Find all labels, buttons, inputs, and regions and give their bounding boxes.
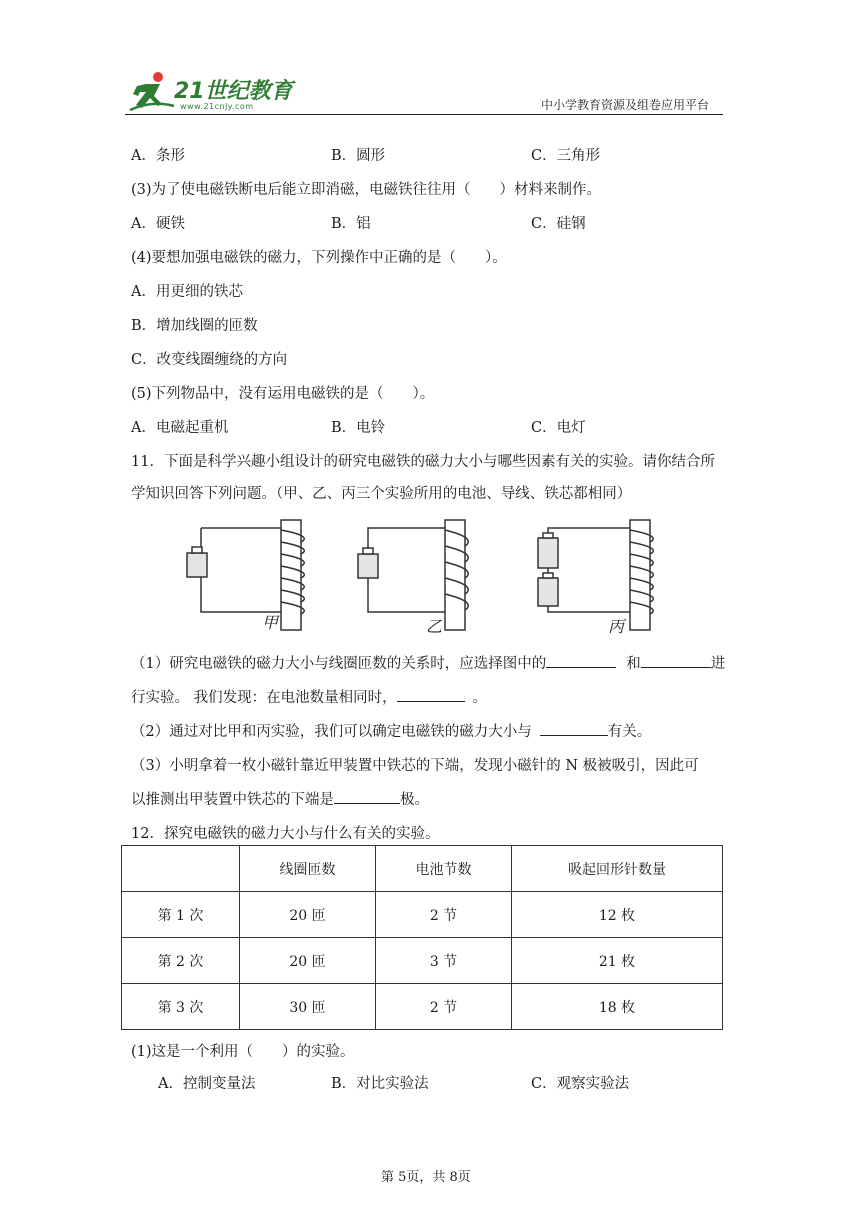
q11-stem-line1: 11．下面是科学兴趣小组设计的研究电磁铁的磁力大小与哪些因素有关的实验。请你结合所 xyxy=(131,454,715,470)
q10-p5-option-b: B．电铃 xyxy=(331,420,386,436)
q11-stem-line2: 学知识回答下列问题。（甲、乙、丙三个实验所用的电池、导线、铁芯都相同） xyxy=(131,486,632,502)
q10-p3-option-c: C．硅钢 xyxy=(531,216,586,232)
header-divider xyxy=(125,114,723,115)
q10-p5-option-a: A．电磁起重机 xyxy=(131,420,229,436)
q12-p1-option-c: C．观察实验法 xyxy=(531,1076,630,1092)
q11-p2-line xyxy=(131,720,651,741)
q11-p2-blank[interactable] xyxy=(540,721,608,736)
circuit-jia xyxy=(187,520,304,630)
table-cell: 20 匝 xyxy=(240,938,376,984)
figure-label-jia: 甲 xyxy=(262,613,279,632)
q12-p1-stem: (1)这是一个利用（ ）的实验。 xyxy=(131,1044,355,1060)
q11-p3-line2 xyxy=(131,788,429,809)
table-cell: 30 匝 xyxy=(240,984,376,1030)
q10-p5-stem: (5)下列物品中，没有运用电磁铁的是（ ）。 xyxy=(131,386,435,402)
q10-p4-option-b: B．增加线圈的匝数 xyxy=(131,318,258,334)
q10-p2-option-c: C．三角形 xyxy=(531,148,601,164)
q10-p4-option-c: C．改变线圈缠绕的方向 xyxy=(131,352,288,368)
q11-p3-line1: （3）小明拿着一枚小磁针靠近甲装置中铁芯的下端，发现小磁针的 N 极被吸引，因此可 xyxy=(131,758,699,774)
table-cell: 第 2 次 xyxy=(122,938,240,984)
q10-p2-option-a: A．条形 xyxy=(131,148,185,164)
q11-p1-line1 xyxy=(131,652,725,673)
table-header-cell: 吸起回形针数量 xyxy=(512,846,723,892)
q10-p5-option-c: C．电灯 xyxy=(531,420,586,436)
runner-logo-icon xyxy=(128,70,176,114)
table-cell: 第 3 次 xyxy=(122,984,240,1030)
table-row xyxy=(122,984,723,1030)
table-header-cell xyxy=(122,846,240,892)
q11-p1-text-a: （1）研究电磁铁的磁力大小与线圈匝数的关系时，应选择图中的 xyxy=(131,656,547,672)
q11-p1-text-e: 。 xyxy=(472,690,488,706)
q11-p1-text-b: 和 xyxy=(626,656,641,672)
q11-p2-text-b: 有关。 xyxy=(607,724,652,740)
q11-p1-blank-1[interactable] xyxy=(546,653,616,668)
q10-p2-option-b: B．圆形 xyxy=(331,148,386,164)
figure-label-yi: 乙 xyxy=(426,617,443,636)
q11-p1-blank-2[interactable] xyxy=(641,653,711,668)
page-number: 第 5页，共 8页 xyxy=(381,1170,471,1185)
table-header-cell: 电池节数 xyxy=(376,846,512,892)
experiment-table xyxy=(121,845,723,1030)
platform-name: 中小学教育资源及组卷应用平台 xyxy=(541,98,710,112)
table-row xyxy=(122,892,723,938)
table-cell: 第 1 次 xyxy=(122,892,240,938)
table-cell: 12 枚 xyxy=(512,892,723,938)
logo-text: 21世纪教育 xyxy=(174,79,293,104)
q11-p2-text-a: （2）通过对比甲和丙实验，我们可以确定电磁铁的磁力大小与 xyxy=(131,724,532,740)
q11-p1-text-c: 进 xyxy=(710,656,726,672)
table-cell: 3 节 xyxy=(376,938,512,984)
site-logo xyxy=(128,70,298,118)
circuit-yi xyxy=(358,520,468,630)
q10-p3-option-b: B．铝 xyxy=(331,216,371,232)
logo-url: www.21cnjy.com xyxy=(180,102,254,111)
table-cell: 20 匝 xyxy=(240,892,376,938)
table-cell: 18 枚 xyxy=(512,984,723,1030)
q12-p1-option-a: A．控制变量法 xyxy=(158,1076,256,1092)
q12-stem: 12．探究电磁铁的磁力大小与什么有关的实验。 xyxy=(131,826,440,842)
table-header-row xyxy=(122,846,723,892)
electromagnet-circuit-figure xyxy=(180,516,660,636)
circuit-bing xyxy=(538,520,653,630)
q11-p3-text-a: 以推测出甲装置中铁芯的下端是 xyxy=(131,792,334,808)
table-row xyxy=(122,938,723,984)
q11-p1-text-d: 行实验。 我们发现：在电池数量相同时， xyxy=(131,690,397,706)
q11-p3-blank[interactable] xyxy=(334,789,400,804)
table-header-cell: 线圈匝数 xyxy=(240,846,376,892)
q11-p3-text-b: 极。 xyxy=(400,792,429,808)
q10-p3-stem: (3)为了使电磁铁断电后能立即消磁，电磁铁往往用（ ）材料来制作。 xyxy=(131,182,602,198)
table-cell: 2 节 xyxy=(376,984,512,1030)
q12-p1-option-b: B．对比实验法 xyxy=(331,1076,429,1092)
q10-p3-option-a: A．硬铁 xyxy=(131,216,185,232)
figure-label-bing: 丙 xyxy=(608,617,625,636)
table-cell: 21 枚 xyxy=(512,938,723,984)
q10-p4-stem: (4)要想加强电磁铁的磁力，下列操作中正确的是（ ）。 xyxy=(131,250,507,266)
table-cell: 2 节 xyxy=(376,892,512,938)
q11-p1-line2 xyxy=(131,686,487,707)
q10-p4-option-a: A．用更细的铁芯 xyxy=(131,284,243,300)
q11-p1-blank-3[interactable] xyxy=(397,687,465,702)
